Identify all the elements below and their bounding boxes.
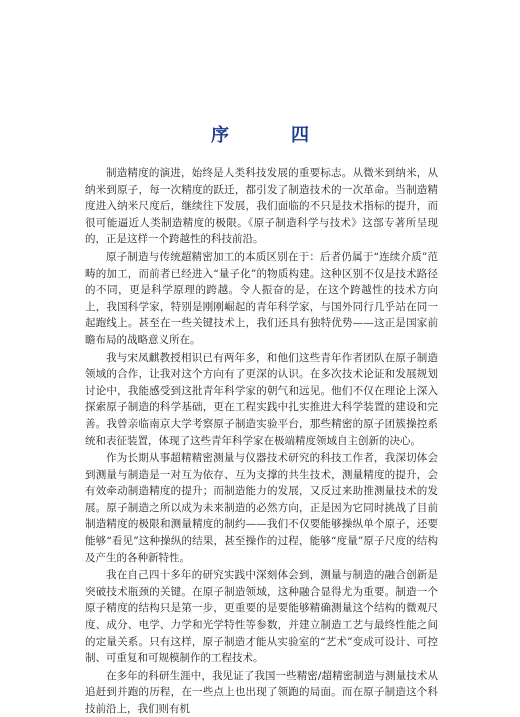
paragraph: 我在自己四十多年的研究实践中深刻体会到，测量与制造的融合创新是突破技术瓶颈的关键。在原子制造领域，这种融合显得尤为重要。制造一个原子精度的结构只是第一步，更重要的是要能够精确测量这个结构的微观尺度、成分、电学、力学和光学特性等参数，并建立制造工艺与最终性能之间的定量关系。只有这样，原子制造才能从实验室的“艺术”变成可设计、可控制、可重复和可规模制作的工程技术。 bbox=[85, 569, 438, 665]
paragraph: 我与宋凤麒教授相识已有两年多，和他们这些青年作者团队在原子制造领域的合作，让我对这个方向有了更深的认识。在多次技术论证和发展规划讨论中，我能感受到这批青年科学家的朝气和远见。他们不仅在理论上深入探索原子制造的科学基础，更在工程实践中扎实推进大科学装置的建设和完善。我曾亲临南京大学考察原子制造实验平台，那些精密的原子团簇操控系统和表征装置，体现了这些青年科学家在极端精度领域自主创新的决心。 bbox=[85, 351, 438, 447]
paragraph: 作为长期从事超精精密测量与仪器技术研究的科技工作者，我深切体会到测量与制造是一对互为依存、互为支撑的共生技术，测量精度的提升，会有效牵动制造精度的提升；而制造能力的发展，又反过来助推测量技术的发展。原子制造之所以成为未来制造的必然方向，正是因为它同时挑战了目前制造精度的极限和测量精度的制约——我们不仅要能够操纵单个原子，还要能够“看见”这种操纵的结果，甚至操作的过程，能够“度量”原子尺度的结构及产生的各种新特性。 bbox=[85, 452, 438, 564]
paragraph: 在多年的科研生涯中，我见证了我国一些精密/超精密制造与测量技术从追赶到并跑的历程，在一些点上也出现了领跑的局面。而在原子制造这个科技前沿上，我们则有机 bbox=[85, 669, 438, 715]
preface-title: 序 四 bbox=[211, 125, 331, 146]
paragraph: 制造精度的演进，始终是人类科技发展的重要标志。从微米到纳米，从纳米到原子，每一次精度的跃迁，都引发了制造技术的一次革命。当制造精度进入纳米尺度后，继续往下发展，我们面临的不只是技术指标的提升，而很可能逼近人类制造精度的极限。《原子制造科学与技术》这部专著所呈现的，正是这样一个跨越性的科技前沿。 bbox=[85, 167, 438, 246]
preface-body bbox=[85, 165, 438, 717]
paragraph: 原子制造与传统超精密加工的本质区别在于：后者仍属于“连续介质”范畴的加工，而前者已经进入“量子化”的物质构建。这种区别不仅是技术路径的不同，更是科学原理的跨越。令人振奋的是，在这个跨越性的技术方向上，我国科学家，特别是刚刚崛起的青年科学家，与国外同行几乎站在同一起跑线上。甚至在一些关键技术上，我们还具有独特优势——这正是国家前瞻布局的战略意义所在。 bbox=[85, 250, 438, 346]
